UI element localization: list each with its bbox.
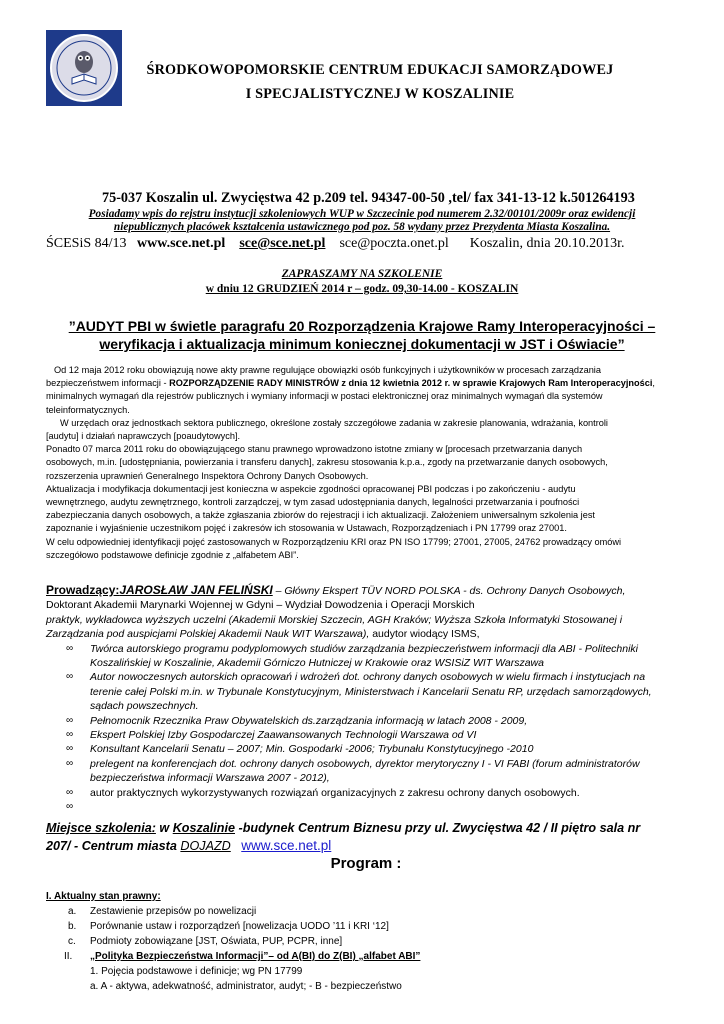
intro-line: Od 12 maja 2012 roku obowiązują nowe akty prawne regulujące obowiązki osób funkcyjnych i użytkowników w procesach zarządzania — [54, 365, 601, 375]
lecturer-bullet-line — [90, 800, 696, 814]
program-item-text: Porównanie ustaw i rozporządzeń [nowelizacja UODO ’11 i KRI ‘12] — [90, 921, 389, 932]
intro-line: szczegółowo podstawowe definicje zgodnie z „alfabetem ABI”. — [46, 549, 299, 560]
intro-line: W urzędach oraz jednostkach sektora publicznego, określone zostały szczegółowe zadania w zakresie planowania, wdrażania, kontroli — [60, 417, 608, 428]
lecturer-bullet-line: prelegent na konferencjach dot. ochrony danych osobowych, dyrektor merytoryczny I - VI FABI (forum administratorów — [90, 757, 640, 770]
location-details-2: 207/ - Centrum miasta — [46, 839, 181, 853]
training-location — [46, 820, 696, 855]
lecturer-bullet-line: Koszalińskiej w Koszalinie, Akademii Górniczo Hutniczej w Krakowie oraz WSISiZ WIT Warszawa — [90, 657, 544, 670]
intro-line: zapoznanie i wyjaśnienie uczestnikom pojęć i zakresów ich stosowania w Ustawach, Rozporządzeniach i PN 17799 oraz 27001. — [46, 523, 567, 534]
intro-line: wewnętrznego, audytu zewnętrznego, kontroli zarządczej, w tym zasad udostępniania danych, legalności przetwarzania i poufności — [46, 497, 580, 508]
lecturer-line: praktyk, wykładowca wyższych uczelni (Akademii Morskiej Szczecin, AGH Kraków; Wyższa Szkoła Informatyki Stosowanej i — [46, 613, 623, 626]
bullet-marker: ∞ — [66, 714, 74, 726]
registration-note-line2: niepublicznych placówek kształcenia ustawicznego pod poz. 58 wydany przez Prezydenta Miasta Koszalina. — [113, 221, 611, 233]
program-section-2 — [46, 949, 686, 964]
lecturer-bullets — [46, 642, 696, 814]
lecturer-section — [46, 583, 696, 814]
list-marker: II. — [64, 951, 73, 962]
intro-line: rozszerzenia uprawnień Generalnego Inspektora Ochrony Danych Osobowych. — [46, 470, 369, 481]
bullet-marker: ∞ — [66, 671, 74, 683]
lecturer-bullet-line: Autor nowoczesnych autorskich opracowań i wdrożeń dot. ochrony danych osobowych w wielu firmach i instytucjach na — [90, 671, 646, 684]
training-date: w dniu 12 GRUDZIEŃ 2014 r – godz. 09,30-14.00 - KOSZALIN — [205, 283, 519, 295]
lecturer-bullet-line: sądach powszechnych. — [90, 700, 199, 713]
program-item — [46, 919, 686, 934]
program-heading: Program : — [330, 855, 402, 872]
bullet-marker: ∞ — [66, 729, 74, 741]
list-marker: b. — [68, 921, 77, 932]
program-items — [46, 904, 686, 949]
lecturer-bullet-item — [46, 800, 696, 814]
program-item-text: Zestawienie przepisów po nowelizacji — [90, 906, 257, 917]
program-sub-item: a. A - aktywa, adekwatność, administrator, audyt; - B - bezpieczeństwo — [90, 981, 402, 992]
lecturer-bullet-item — [46, 742, 696, 756]
lecturer-line: Doktorant Akademii Marynarki Wojennej w Gdyni – Wydział Dowodzenia i Operacji Morskich — [46, 599, 475, 612]
bullet-marker: ∞ — [66, 786, 74, 798]
bullet-marker: ∞ — [66, 757, 74, 769]
website-link[interactable]: www.sce.net.pl — [137, 236, 226, 251]
lecturer-bullet-item — [46, 786, 696, 800]
bullet-marker: ∞ — [66, 743, 74, 755]
lecturer-bullet-line: Konsultant Kancelarii Senatu – 2007; Min. Gospodarki -2006; Trybunału Konstytucyjnego -2010 — [90, 743, 534, 756]
location-details: -budynek Centrum Biznesu przy ul. Zwycięstwa 42 / II piętro sala nr — [235, 821, 641, 835]
intro-text — [46, 364, 686, 562]
intro-line: Aktualizacja i modyfikacja dokumentacji jest konieczna w aspekcie zgodności opracowanej PBI podczas i po zakończeniu - audytu — [46, 483, 576, 494]
bullet-marker: ∞ — [66, 642, 74, 654]
location-city: Koszalinie — [172, 821, 235, 835]
lecturer-bullet-item — [46, 757, 696, 786]
lecturer-name: JAROSŁAW JAN FELIŃSKI — [119, 583, 273, 597]
contact-address: 75-037 Koszalin ul. Zwycięstwa 42 p.209 tel. 94347-00-50 ,tel/ fax 341-13-12 k.501264193 — [102, 190, 635, 206]
lecturer-bullet-line: Ekspert Polskiej Izby Gospodarczej Zaawansowanych Technologii Warszawa od VI — [90, 729, 477, 742]
bullet-marker: ∞ — [66, 801, 74, 813]
lecturer-heading — [46, 583, 696, 598]
intro-line: teleinformatycznych. — [46, 404, 130, 415]
institution-name-line1: ŚRODKOWOPOMORSKIE CENTRUM EDUKACJI SAMORZĄDOWEJ — [146, 62, 614, 78]
program-item-text: Podmioty zobowiązane [JST, Oświata, PUP, PCPR, inne] — [90, 936, 343, 947]
website-link-bottom[interactable]: www.sce.net.pl — [241, 838, 332, 853]
intro-line: bezpieczeństwem informacji - ROZPORZĄDZENIE RADY MINISTRÓW z dnia 12 kwietnia 2012 r. w sprawie Krajowych Ram Interoperacyjności, — [46, 378, 655, 389]
location-prep: w — [155, 821, 173, 835]
intro-line: osobowych, m.in. [udostępniania, powierzania i transferu danych], zakresu stosowania k.p.a., zgody na przetwarzanie danych osobowych, — [46, 457, 608, 468]
program-list — [46, 889, 686, 994]
lecturer-role: – Główny Ekspert TÜV NORD POLSKA - ds. Ochrony Danych Osobowych, — [272, 585, 626, 597]
lecturer-bullet-item — [46, 670, 696, 713]
institution-name-line2: I SPECJALISTYCZNEJ W KOSZALINIE — [245, 86, 515, 102]
lecturer-bullet-line: Twórca autorskiego programu podyplomowych studiów zarządzania bezpieczeństwem informacji dla ABI - Politechniki — [90, 642, 638, 655]
location-label: Miejsce szkolenia: — [46, 821, 156, 835]
list-marker: a. — [68, 906, 77, 917]
lecturer-bullet-line: autor praktycznych wykorzystywanych rozwiązań organizacyjnych z zakresu ochrony danych osobowych. — [90, 786, 580, 799]
list-marker: c. — [68, 936, 76, 947]
intro-line: zabezpieczania danych osobowych, a także zgłaszania zbiorów do rejestracji i ich aktualizacji. Założeniem uniwersalnym szkolenia jest — [46, 510, 595, 521]
program-item — [46, 934, 686, 949]
reference-number: ŚCESiS 84/13 — [46, 236, 127, 251]
email-link-primary[interactable]: sce@sce.net.pl — [239, 236, 326, 251]
letter-date: Koszalin, dnia 20.10.2013r. — [469, 236, 625, 251]
lecturer-bullet-line: bezpieczeństwa informacji Warszawa 2007 - 2012), — [90, 772, 330, 785]
lecturer-label: Prowadzący: — [46, 583, 120, 597]
intro-line: W celu odpowiedniej identyfikacji pojęć zastosowanych w Rozporządzeniu KRI oraz PN ISO 17799; 27001, 27005, 24762 prowadzący omówi — [46, 536, 622, 547]
directions-link[interactable]: DOJAZD — [180, 839, 231, 853]
email-link-secondary[interactable]: sce@poczta.onet.pl — [339, 236, 449, 251]
program-item — [46, 904, 686, 919]
intro-line: minimalnych wymagań dla rejestrów publicznych i wymiany informacji w postaci elektronicznej oraz minimalnych wymagań dla systemów — [46, 391, 603, 402]
lecturer-bullet-item — [46, 728, 696, 742]
lecturer-bullet-item — [46, 714, 696, 728]
lecturer-line: Zarządzania pod auspicjami Polskiej Akademii Nauk WIT Warszawa), audytor wiodący ISMS, — [46, 628, 480, 641]
intro-line: Ponadto 07 marca 2011 roku do obowiązującego stanu prawnego wprowadzono istotne zmiany w [procesach przetwarzania danych — [46, 444, 583, 455]
reference-line — [46, 236, 625, 252]
training-title-line1: ”AUDYT PBI w świetle paragrafu 20 Rozporządzenia Krajowe Ramy Interoperacyjności – — [68, 318, 656, 334]
lecturer-bullet-line: terenie całej Polski m.in. w Trybunale Konstytucyjnym, Ministerstwach i Kancelarii Senatu RP, urzędach samorządowych, — [90, 685, 652, 698]
lecturer-bullet-item — [46, 642, 696, 671]
program-section-2-title: „Polityka Bezpieczeństwa Informacji”– od A(BI) do Z(BI) „alfabet ABI” — [90, 951, 421, 962]
intro-line: [audytu] i działań naprawczych [poaudytowych]. — [46, 431, 241, 442]
registration-note-line1: Posiadamy wpis do rejstru instytucji szkoleniowych WUP w Szczecinie pod numerem 2.32/00101/2009r oraz ewidencji — [88, 208, 636, 220]
program-sub-item: 1. Pojęcia podstawowe i definicje; wg PN 17799 — [90, 966, 303, 977]
training-title-line2: weryfikacja i aktualizacja minimum koniecznej dokumentacji w JST i Oświacie” — [99, 336, 625, 352]
invitation-heading: ZAPRASZAMY NA SZKOLENIE — [281, 268, 443, 280]
program-section-1: I. Aktualny stan prawny: — [46, 891, 161, 902]
lecturer-bullet-line: Pełnomocnik Rzecznika Praw Obywatelskich ds.zarządzania informacją w latach 2008 - 2009, — [90, 714, 528, 727]
